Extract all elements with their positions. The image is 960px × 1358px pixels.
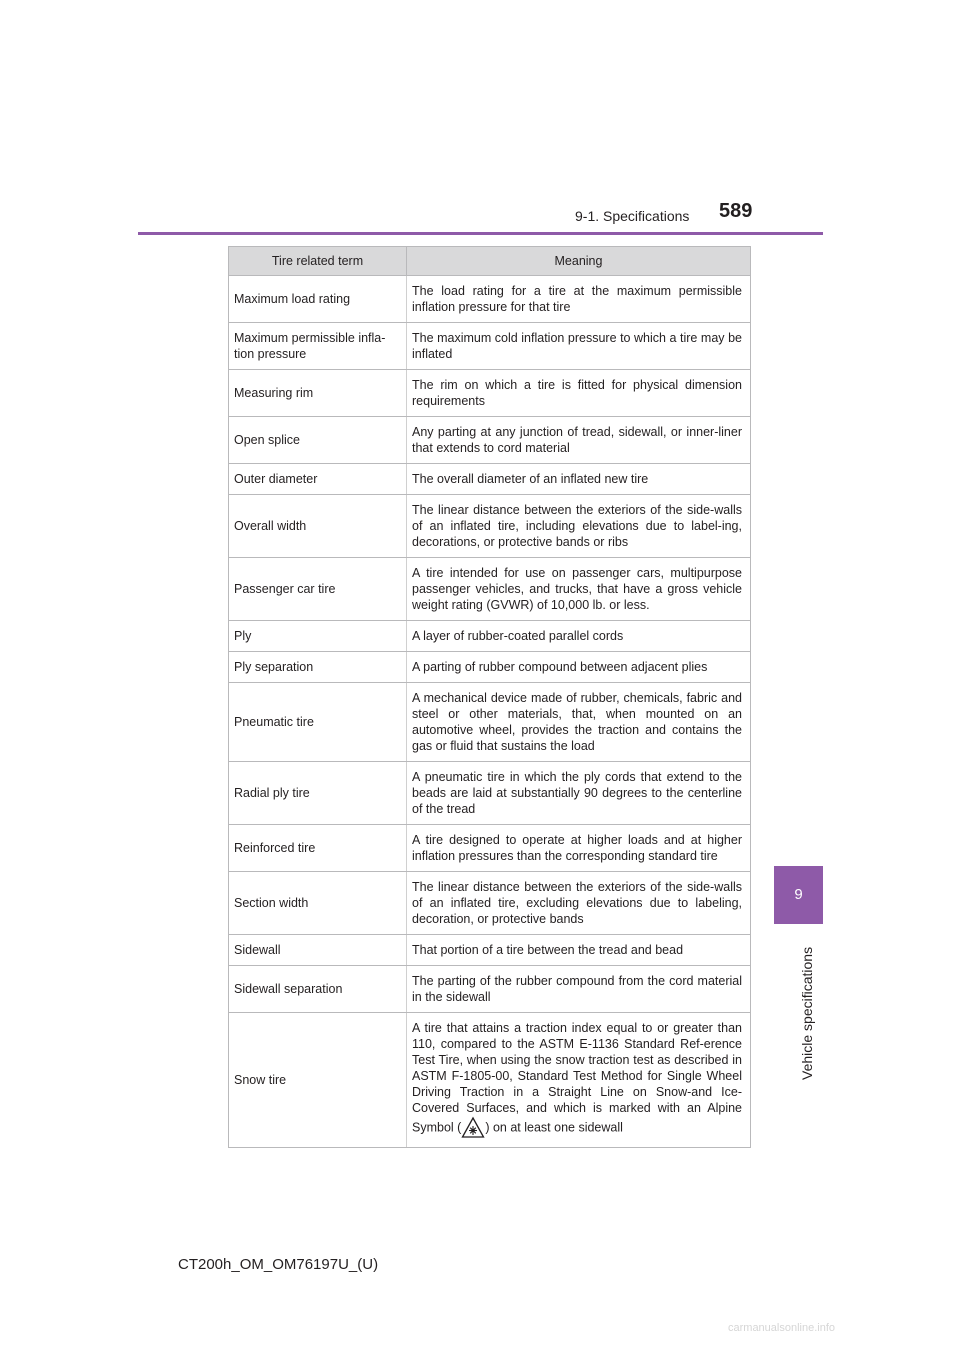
tire-terms-table (228, 246, 751, 1148)
table-header-row (229, 247, 751, 276)
term-cell: Outer diameter (229, 464, 407, 495)
meaning-cell: Any parting at any junction of tread, sidewall, or inner-liner that extends to cord material (407, 417, 751, 464)
table-row (229, 276, 751, 323)
term-cell: Pneumatic tire (229, 683, 407, 762)
meaning-cell: The overall diameter of an inflated new tire (407, 464, 751, 495)
table-row (229, 621, 751, 652)
header-divider (138, 232, 823, 235)
term-cell: Sidewall separation (229, 966, 407, 1013)
meaning-cell: A tire intended for use on passenger cars, multipurpose passenger vehicles, and trucks, that have a gross vehicle weight rating (GVWR) of 10,000 lb. or less. (407, 558, 751, 621)
meaning-cell: That portion of a tire between the tread and bead (407, 935, 751, 966)
chapter-tab[interactable]: 9 (774, 866, 823, 924)
term-cell: Overall width (229, 495, 407, 558)
table-row (229, 825, 751, 872)
table-row (229, 323, 751, 370)
table-row (229, 370, 751, 417)
term-cell: Section width (229, 872, 407, 935)
meaning-cell: A mechanical device made of rubber, chemicals, fabric and steel or other materials, that, when mounted on an automotive wheel, provides the traction and contains the gas or fluid that sustains the load (407, 683, 751, 762)
meaning-cell: A layer of rubber-coated parallel cords (407, 621, 751, 652)
term-cell: Maximum permissible infla-tion pressure (229, 323, 407, 370)
table-row (229, 464, 751, 495)
column-header-meaning: Meaning (407, 247, 751, 276)
table-row (229, 683, 751, 762)
meaning-cell: A parting of rubber compound between adjacent plies (407, 652, 751, 683)
meaning-cell (407, 1013, 751, 1148)
term-cell: Reinforced tire (229, 825, 407, 872)
table-row (229, 762, 751, 825)
page-number: 589 (719, 200, 753, 222)
snow-tire-meaning-text: A tire that attains a traction index equal to or greater than 110, compared to the ASTM E-1136 Standard Ref-erence Test Tire, when using the snow traction test as described in ASTM F-1805-00, Standard Test Method for Single Wheel Driving Traction in a Straight Line on Snow-and Ice-Covered Surfaces, and which is marked with an Alpine Symbol ( (412, 1021, 742, 1135)
table-row (229, 652, 751, 683)
alpine-symbol-icon (461, 1116, 485, 1140)
meaning-cell: The rim on which a tire is fitted for physical dimension requirements (407, 370, 751, 417)
table-row (229, 417, 751, 464)
section-title: 9-1. Specifications (575, 208, 690, 224)
meaning-cell: The load rating for a tire at the maximum permissible inflation pressure for that tire (407, 276, 751, 323)
term-cell: Maximum load rating (229, 276, 407, 323)
term-cell: Passenger car tire (229, 558, 407, 621)
meaning-cell: The linear distance between the exteriors of the side-walls of an inflated tire, including elevations due to label-ing, decorations, or protective bands or ribs (407, 495, 751, 558)
term-cell: Snow tire (229, 1013, 407, 1148)
meaning-cell: The linear distance between the exteriors of the side-walls of an inflated tire, excluding elevations due to labeling, decoration, or protective bands (407, 872, 751, 935)
chapter-tab-label: Vehicle specifications (799, 946, 815, 1080)
watermark: carmanualsonline.info (728, 1322, 836, 1334)
term-cell: Radial ply tire (229, 762, 407, 825)
table-row (229, 935, 751, 966)
term-cell: Measuring rim (229, 370, 407, 417)
column-header-term: Tire related term (229, 247, 407, 276)
table-row (229, 558, 751, 621)
meaning-cell: The maximum cold inflation pressure to which a tire may be inflated (407, 323, 751, 370)
term-cell: Sidewall (229, 935, 407, 966)
meaning-cell: The parting of the rubber compound from the cord material in the sidewall (407, 966, 751, 1013)
term-cell: Open splice (229, 417, 407, 464)
term-cell: Ply (229, 621, 407, 652)
meaning-cell: A pneumatic tire in which the ply cords that extend to the beads are laid at substantially 90 degrees to the centerline of the tread (407, 762, 751, 825)
table-row-snow-tire (229, 1013, 751, 1148)
meaning-cell: A tire designed to operate at higher loads and at higher inflation pressures than the corresponding standard tire (407, 825, 751, 872)
table-row (229, 872, 751, 935)
table-row (229, 495, 751, 558)
document-code: CT200h_OM_OM76197U_(U) (178, 1256, 379, 1273)
snow-tire-meaning-tail: ) on at least one sidewall (485, 1120, 623, 1135)
term-cell: Ply separation (229, 652, 407, 683)
table-row (229, 966, 751, 1013)
